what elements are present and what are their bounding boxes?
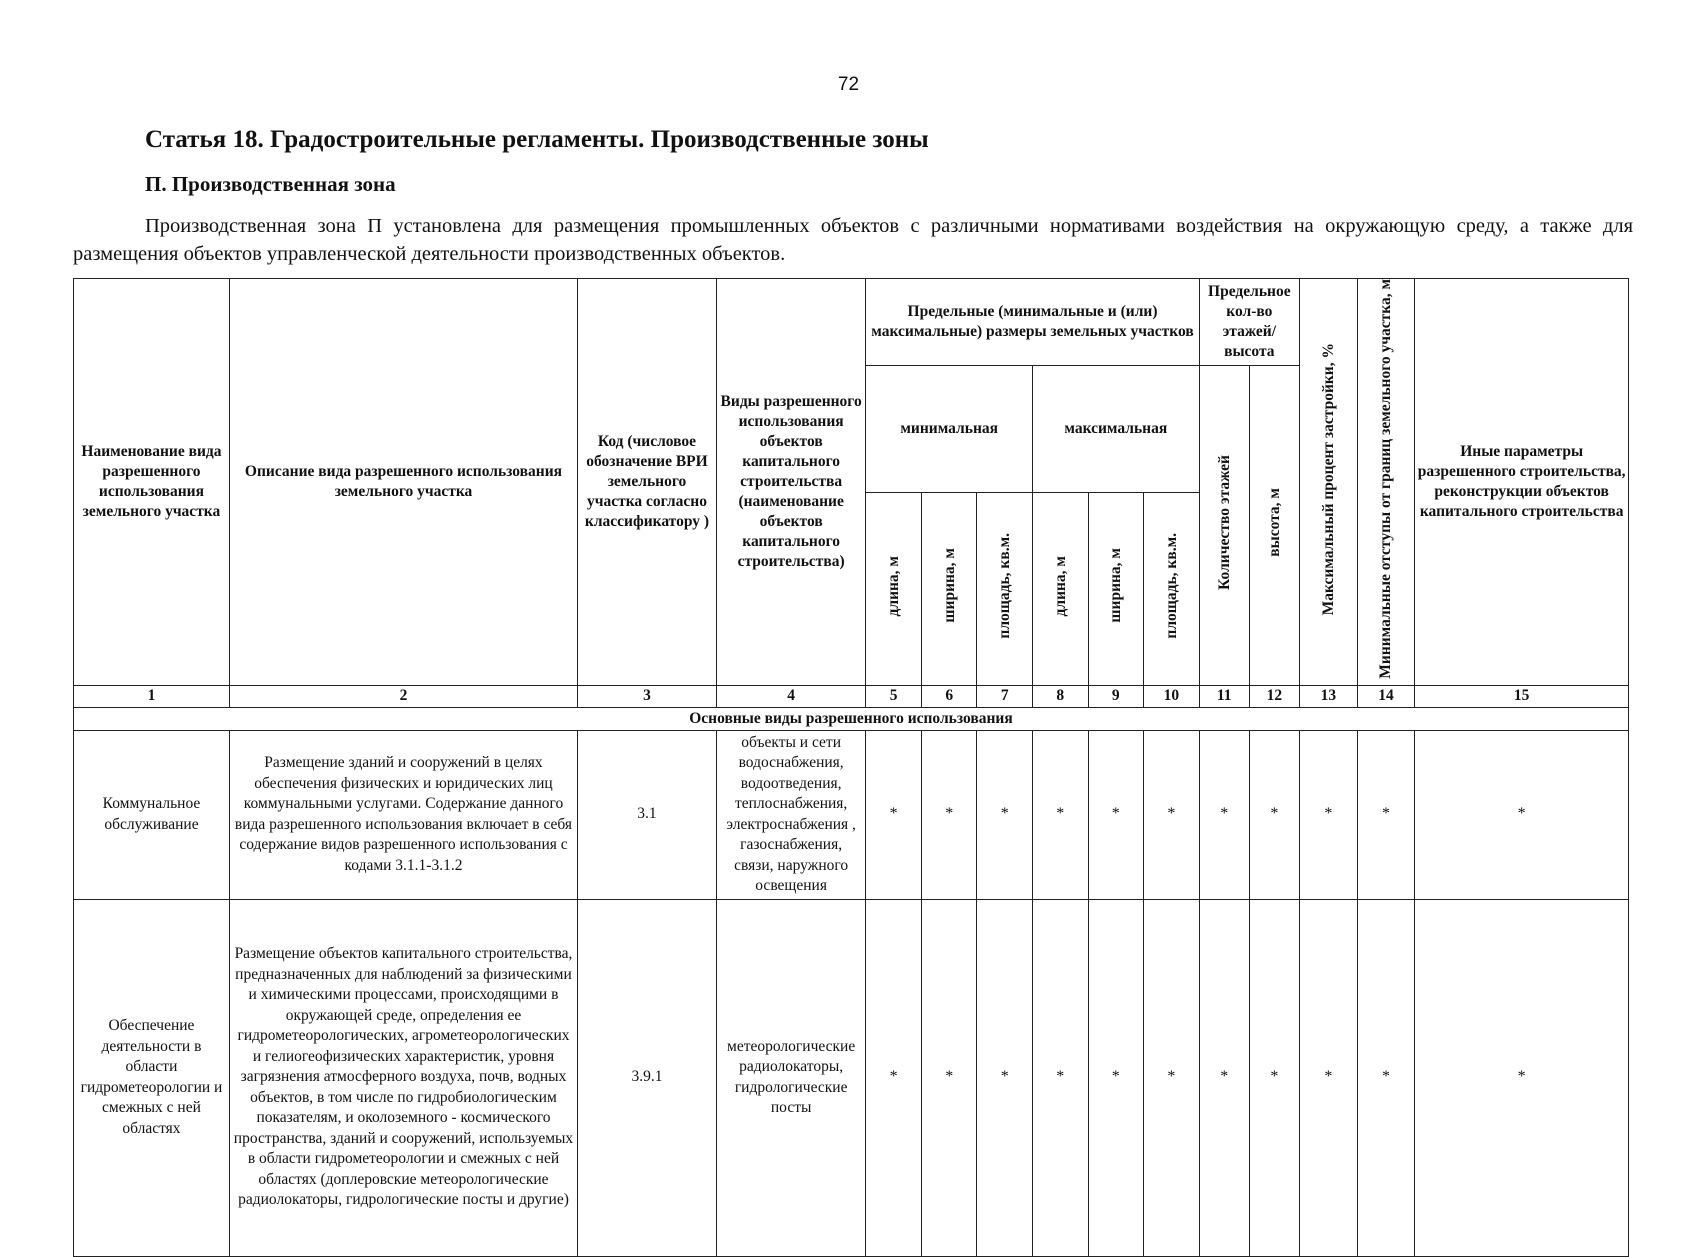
header-height: высота, м (1249, 366, 1299, 686)
column-number: 10 (1144, 685, 1200, 707)
article-title: Статья 18. Градостроительные регламенты. Производственные зоны (145, 126, 929, 153)
header-other: Иные параметры разрешенного строительства, реконструкции объектов капитального строительства (1415, 279, 1629, 686)
header-max-width: ширина, м (1088, 492, 1144, 685)
param-cell: * (1300, 730, 1358, 899)
param-cell: * (1357, 899, 1415, 1256)
column-number-row (74, 685, 1629, 707)
param-cell: * (1144, 899, 1200, 1256)
use-objects: объекты и сети водоснабжения, водоотведения, теплоснабжения, электроснабжения , газоснабжения, связи, наружного освещения (716, 730, 866, 899)
param-cell: * (1249, 730, 1299, 899)
table-row (74, 899, 1629, 1256)
header-minimal: минимальная (866, 366, 1033, 493)
param-cell: * (1088, 899, 1144, 1256)
use-name: Коммунальное обслуживание (74, 730, 230, 899)
intro-paragraph: Производственная зона П установлена для размещения промышленных объектов с различными нормативами воздействия на окружающую среду, а также для размещения объектов управленческой деятельности производственных объектов. (73, 215, 1633, 265)
use-code: 3.1 (578, 730, 717, 899)
param-cell: * (1415, 899, 1629, 1256)
use-description: Размещение зданий и сооружений в целях обеспечения физических и юридических лиц коммунальными услугами. Содержание данного вида разрешенного использования включает в себя содержание видов разрешенного использования с кодами 3.1.1-3.1.2 (229, 730, 577, 899)
header-description: Описание вида разрешенного использования земельного участка (229, 279, 577, 686)
column-number: 8 (1032, 685, 1088, 707)
header-max-area: площадь, кв.м. (1144, 492, 1200, 685)
column-number: 14 (1357, 685, 1415, 707)
use-code: 3.9.1 (578, 899, 717, 1256)
column-number: 3 (578, 685, 717, 707)
column-number: 13 (1300, 685, 1358, 707)
zone-subtitle: П. Производственная зона (145, 172, 396, 196)
page-number: 72 (837, 74, 860, 95)
header-code: Код (числовое обозначение ВРИ земельного участка согласно классификатору ) (578, 279, 717, 686)
param-cell: * (866, 730, 922, 899)
column-number: 6 (921, 685, 977, 707)
use-description: Размещение объектов капитального строительства, предназначенных для наблюдений за физическими и химическими процессами, происходящими в окружающей среде, определения ее гидрометеорологических, агрометеорологических и гелиогеофизических характеристик, уровня загрязнения атмосферного воздуха, почв, водных объектов, в том числе по гидробиологическим показателям, и околоземного - космического пространства, зданий и сооружений, используемых в области гидрометеорологии и смежных с ней областях (доплеровские метеорологические радиолокаторы, гидрологические посты и другие) (229, 899, 577, 1256)
column-number: 1 (74, 685, 230, 707)
param-cell: * (1144, 730, 1200, 899)
param-cell: * (866, 899, 922, 1256)
param-cell: * (921, 730, 977, 899)
column-number: 11 (1199, 685, 1249, 707)
header-objects: Виды разрешенного использования объектов капитального строительства (наименование объектов капитального строительства) (716, 279, 866, 686)
header-floors: Количество этажей (1199, 366, 1249, 686)
header-min-area: площадь, кв.м. (977, 492, 1033, 685)
use-name: Обеспечение деятельности в области гидрометеорологии и смежных с ней областях (74, 899, 230, 1256)
param-cell: * (977, 730, 1033, 899)
param-cell: * (1415, 730, 1629, 899)
param-cell: * (1032, 730, 1088, 899)
column-number: 2 (229, 685, 577, 707)
header-coverage: Максимальный процент застройки, % (1300, 279, 1358, 686)
column-number: 12 (1249, 685, 1299, 707)
section-title: Основные виды разрешенного использования (74, 707, 1629, 730)
param-cell: * (1357, 730, 1415, 899)
param-cell: * (977, 899, 1033, 1256)
param-cell: * (1088, 730, 1144, 899)
param-cell: * (1249, 899, 1299, 1256)
header-min-width: ширина, м (921, 492, 977, 685)
param-cell: * (1032, 899, 1088, 1256)
column-number: 9 (1088, 685, 1144, 707)
regulations-table (73, 278, 1629, 1257)
column-number: 5 (866, 685, 922, 707)
param-cell: * (1199, 730, 1249, 899)
param-cell: * (921, 899, 977, 1256)
use-objects: метеорологические радиолокаторы, гидрологические посты (716, 899, 866, 1256)
column-number: 7 (977, 685, 1033, 707)
header-maximal: максимальная (1032, 366, 1199, 493)
header-setback: Минимальные отступы от границ земельного участка, м (1357, 279, 1415, 686)
header-min-length: длина, м (866, 492, 922, 685)
header-limits: Предельные (минимальные и (или) максимальные) размеры земельных участков (866, 279, 1199, 366)
header-floors-group: Предельное кол-во этажей/ высота (1199, 279, 1299, 366)
param-cell: * (1199, 899, 1249, 1256)
column-number: 15 (1415, 685, 1629, 707)
table-row (74, 730, 1629, 899)
column-number: 4 (716, 685, 866, 707)
header-name: Наименование вида разрешенного использования земельного участка (74, 279, 230, 686)
param-cell: * (1300, 899, 1358, 1256)
header-max-length: длина, м (1032, 492, 1088, 685)
section-row (74, 707, 1629, 730)
